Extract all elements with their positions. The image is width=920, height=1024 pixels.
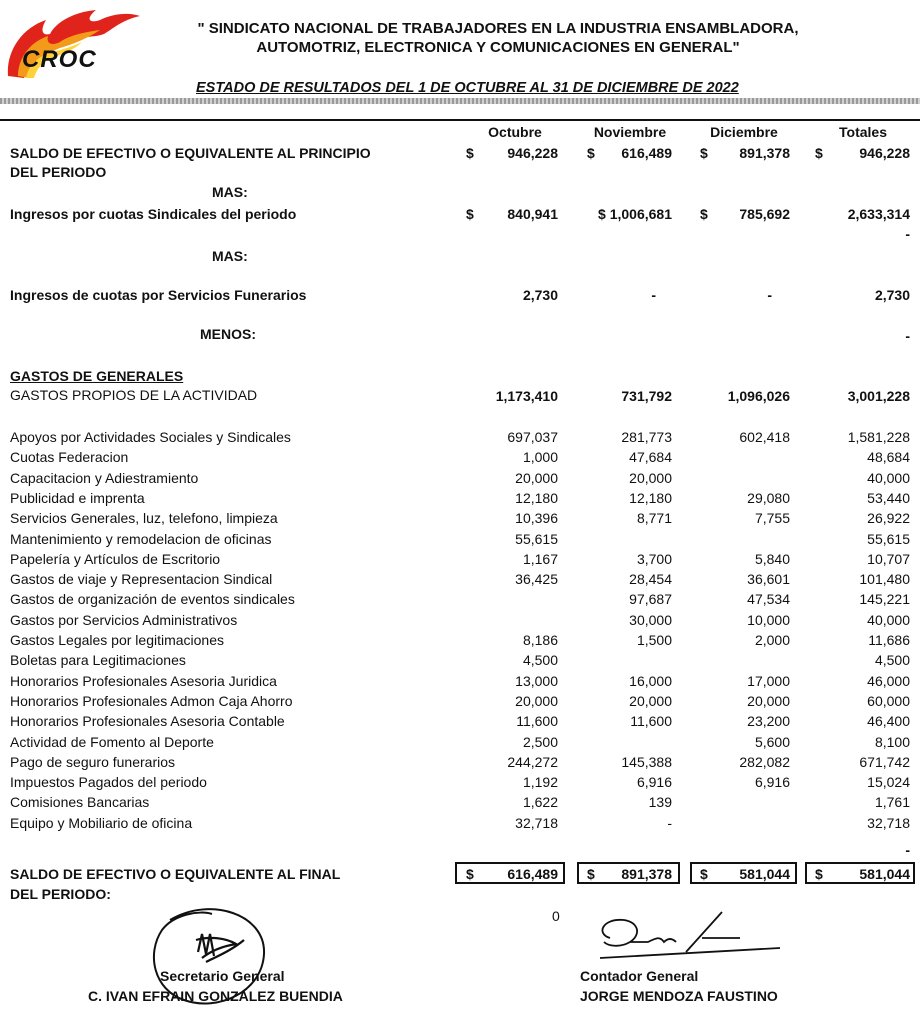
expense-label: Gastos Legales por legitimaciones (10, 632, 225, 648)
opening-octubre: 946,228 (507, 145, 558, 161)
expense-label: Actividad de Fomento al Deporte (10, 734, 214, 750)
expense-oct: 13,000 (515, 673, 558, 689)
opening-label-2: DEL PERIODO (10, 164, 107, 180)
expense-nov: 12,180 (629, 490, 672, 506)
currency-symbol: $ (587, 866, 595, 882)
expense-oct: 1,622 (522, 794, 558, 810)
currency-symbol: $ (815, 866, 823, 882)
gastos-heading: GASTOS DE GENERALES (10, 368, 184, 384)
right-signature-icon (590, 908, 790, 972)
closing-diciembre: 581,044 (739, 866, 790, 882)
income-funeral-diciembre: - (767, 287, 772, 303)
expense-tot: 60,000 (867, 693, 910, 709)
expense-oct: 1,192 (522, 774, 558, 790)
left-signer-name: C. IVAN EFRAIN GONZALEZ BUENDIA (88, 988, 343, 1004)
col-header-octubre: Octubre (488, 124, 542, 140)
expense-dic: 23,200 (747, 713, 790, 729)
expense-nov: 139 (648, 794, 672, 810)
expense-dic: 47,534 (747, 591, 790, 607)
expense-dic: 5,840 (754, 551, 790, 567)
expense-dic: 602,418 (739, 429, 790, 445)
expense-oct: 1,167 (522, 551, 558, 567)
expense-dic: 7,755 (754, 510, 790, 526)
mas-label: MAS: (212, 248, 248, 264)
currency-symbol: $ (466, 145, 474, 161)
expense-tot: 4,500 (874, 652, 910, 668)
closing-noviembre: 891,378 (621, 866, 672, 882)
expense-dic: 5,600 (754, 734, 790, 750)
stray-zero: 0 (552, 908, 560, 924)
currency-symbol: $ (815, 145, 823, 161)
expense-tot: 15,024 (867, 774, 910, 790)
expense-nov: 11,600 (630, 713, 672, 729)
currency-symbol: $ (466, 206, 474, 222)
expense-label: Honorarios Profesionales Asesoria Juridica (10, 673, 277, 689)
col-header-diciembre: Diciembre (710, 124, 778, 140)
col-header-totales: Totales (839, 124, 887, 140)
gastos-propios-totales: 3,001,228 (847, 388, 910, 404)
expense-label: Cuotas Federacion (10, 449, 129, 465)
expense-dic: 36,601 (747, 571, 790, 587)
expense-label: Apoyos por Actividades Sociales y Sindicales (10, 429, 291, 445)
expense-nov: - (667, 815, 672, 831)
expense-tot: 40,000 (867, 470, 910, 486)
expense-nov: 30,000 (629, 612, 672, 628)
expense-tot: 8,100 (874, 734, 910, 750)
dash: - (905, 328, 910, 344)
expense-oct: 32,718 (515, 815, 558, 831)
expense-label: Capacitacion y Adiestramiento (10, 470, 199, 486)
income-dues-totales: 2,633,314 (847, 206, 910, 222)
expense-tot: 1,761 (874, 794, 910, 810)
expense-oct: 2,500 (522, 734, 558, 750)
opening-diciembre: 891,378 (739, 145, 790, 161)
expense-label: Gastos de viaje y Representacion Sindical (10, 571, 273, 587)
expense-oct: 55,615 (515, 531, 558, 547)
closing-label-2: DEL PERIODO: (10, 886, 111, 902)
currency-symbol: $ (700, 866, 708, 882)
expense-label: Publicidad e imprenta (10, 490, 145, 506)
income-funeral-octubre: 2,730 (522, 287, 558, 303)
expense-label: Gastos de organización de eventos sindicales (10, 591, 295, 607)
income-dues-diciembre: 785,692 (739, 206, 790, 222)
expense-label: Gastos por Servicios Administrativos (10, 612, 238, 628)
expense-label: Comisiones Bancarias (10, 794, 150, 810)
income-funeral-label: Ingresos de cuotas por Servicios Funerarios (10, 287, 307, 303)
expense-label: Equipo y Mobiliario de oficina (10, 815, 193, 831)
expense-nov: 97,687 (629, 591, 672, 607)
expense-dic: 17,000 (747, 673, 790, 689)
menos-label: MENOS: (200, 326, 256, 342)
gastos-propios-diciembre: 1,096,026 (727, 388, 790, 404)
dash: - (905, 842, 910, 858)
opening-label-1: SALDO DE EFECTIVO O EQUIVALENTE AL PRINCIPIO (10, 145, 371, 161)
expense-dic: 2,000 (754, 632, 790, 648)
col-header-noviembre: Noviembre (593, 124, 667, 140)
expense-nov: 20,000 (629, 693, 672, 709)
income-funeral-totales: 2,730 (874, 287, 910, 303)
expense-dic: 10,000 (747, 612, 790, 628)
expense-label: Pago de seguro funerarios (10, 754, 175, 770)
expense-tot: 46,000 (867, 673, 910, 689)
expense-oct: 4,500 (522, 652, 558, 668)
income-dues-label: Ingresos por cuotas Sindicales del periodo (10, 206, 297, 222)
org-title-line1: " SINDICATO NACIONAL DE TRABAJADORES EN LA INDUSTRIA ENSAMBLADORA, (197, 20, 799, 37)
expense-label: Honorarios Profesionales Admon Caja Ahorro (10, 693, 293, 709)
expense-oct: 36,425 (515, 571, 558, 587)
opening-totales: 946,228 (859, 145, 910, 161)
expense-nov: 47,684 (629, 449, 672, 465)
org-title-line2: AUTOMOTRIZ, ELECTRONICA Y COMUNICACIONES EN GENERAL" (256, 39, 740, 56)
income-dues-octubre: 840,941 (507, 206, 558, 222)
currency-symbol: $ (700, 145, 708, 161)
expense-oct: 697,037 (507, 429, 558, 445)
currency-symbol: $ (587, 145, 595, 161)
expense-oct: 8,186 (522, 632, 558, 648)
expense-nov: 8,771 (636, 510, 672, 526)
currency-symbol: $ (466, 866, 474, 882)
expense-label: Boletas para Legitimaciones (10, 652, 186, 668)
expense-nov: 16,000 (629, 673, 672, 689)
expense-label: Mantenimiento y remodelacion de oficinas (10, 531, 272, 547)
expense-oct: 10,396 (515, 510, 558, 526)
expense-dic: 6,916 (754, 774, 790, 790)
right-signer-name: JORGE MENDOZA FAUSTINO (580, 988, 778, 1004)
expense-oct: 12,180 (515, 490, 558, 506)
opening-noviembre: 616,489 (621, 145, 672, 161)
expense-nov: 3,700 (636, 551, 672, 567)
right-signer-role: Contador General (580, 968, 699, 984)
expense-nov: 145,388 (621, 754, 672, 770)
header-divider (0, 98, 920, 104)
expense-tot: 11,686 (868, 632, 910, 648)
expense-nov: 28,454 (629, 571, 672, 587)
expense-label: Servicios Generales, luz, telefono, limpieza (10, 510, 278, 526)
closing-octubre: 616,489 (507, 866, 558, 882)
dash: - (905, 226, 910, 242)
expense-nov: 281,773 (621, 429, 672, 445)
left-signer-role: Secretario General (160, 968, 285, 984)
expense-nov: 1,500 (636, 632, 672, 648)
expense-tot: 10,707 (867, 551, 910, 567)
logo-text: CROC (22, 46, 97, 73)
expense-tot: 26,922 (867, 510, 910, 526)
expense-nov: 20,000 (629, 470, 672, 486)
income-funeral-noviembre: - (651, 287, 656, 303)
expense-oct: 20,000 (515, 693, 558, 709)
expense-tot: 40,000 (867, 612, 910, 628)
expense-tot: 101,480 (859, 571, 910, 587)
expense-tot: 55,615 (867, 531, 910, 547)
expense-nov: 6,916 (636, 774, 672, 790)
expense-tot: 145,221 (859, 591, 910, 607)
gastos-propios-octubre: 1,173,410 (495, 388, 558, 404)
expense-tot: 48,684 (867, 449, 910, 465)
currency-symbol: $ (700, 206, 708, 222)
expense-tot: 53,440 (867, 490, 910, 506)
mas-label: MAS: (212, 184, 248, 200)
table-top-rule (0, 119, 920, 121)
expense-tot: 46,400 (867, 713, 910, 729)
expense-dic: 20,000 (747, 693, 790, 709)
expense-label: Honorarios Profesionales Asesoria Contable (10, 713, 285, 729)
expense-oct: 1,000 (522, 449, 558, 465)
expense-dic: 282,082 (739, 754, 790, 770)
closing-totales: 581,044 (859, 866, 910, 882)
gastos-propios-noviembre: 731,792 (621, 388, 672, 404)
expense-label: Impuestos Pagados del periodo (10, 774, 207, 790)
statement-title: ESTADO DE RESULTADOS DEL 1 DE OCTUBRE AL 31 DE DICIEMBRE DE 2022 (196, 80, 739, 96)
expense-oct: 11,600 (516, 713, 558, 729)
expense-tot: 32,718 (867, 815, 910, 831)
expense-tot: 671,742 (859, 754, 910, 770)
expense-dic: 29,080 (747, 490, 790, 506)
expense-label: Papelería y Artículos de Escritorio (10, 551, 221, 567)
expense-oct: 20,000 (515, 470, 558, 486)
expense-oct: 244,272 (507, 754, 558, 770)
income-dues-noviembre: $ 1,006,681 (598, 206, 672, 222)
closing-label-1: SALDO DE EFECTIVO O EQUIVALENTE AL FINAL (10, 866, 341, 882)
gastos-propios-label: GASTOS PROPIOS DE LA ACTIVIDAD (10, 387, 258, 403)
expense-tot: 1,581,228 (847, 429, 910, 445)
